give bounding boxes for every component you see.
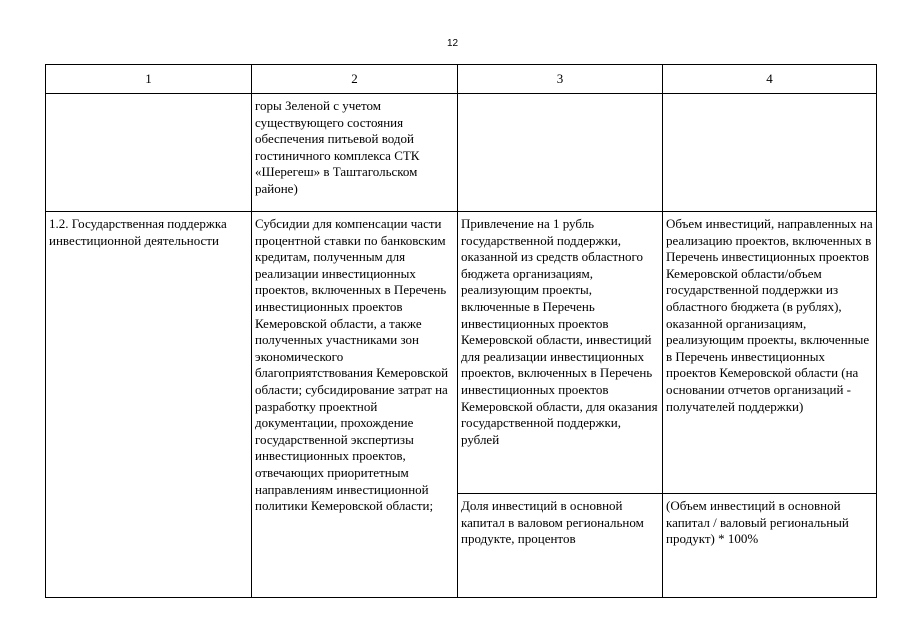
page-number: 12 — [446, 38, 459, 49]
cell-indicator-1-formula: Объем инвестиций, направленных на реализацию проектов, включенных в Перечень инвестиционных проектов Кемеровской области/объем государственной поддержки из областного бюджета (в рублях), оказанной организациям, реализующим проекты, включенные в Перечень инвестиционных проектов Кемеровской области (на основании отчетов организаций - получателей поддержки) — [663, 212, 877, 494]
column-header-2: 2 — [252, 65, 458, 94]
cell-continuation-col4 — [663, 94, 877, 212]
cell-indicator-1-name: Привлечение на 1 рубль государственной поддержки, оказанной из средств областного бюджета организациям, реализующим проекты, включенные в Перечень инвестиционных проектов Кемеровской области, инвестиций для реализации инвестиционных проектов, включенных в Перечень инвестиционных проектов Кемеровской области, для оказания государственной поддержки, рублей — [458, 212, 663, 494]
column-header-1: 1 — [46, 65, 252, 94]
table-header-row — [46, 65, 877, 94]
table-row-section-1-2 — [46, 212, 877, 494]
cell-indicator-2-name: Доля инвестиций в основной капитал в валовом региональном продукте, процентов — [458, 494, 663, 598]
column-header-4: 4 — [663, 65, 877, 94]
cell-section-measures: Субсидии для компенсации части процентной ставки по банковским кредитам, полученным для реализации инвестиционных проектов, включенных в Перечень инвестиционных проектов Кемеровской области, а также полученных участниками зон экономического благоприятствования Кемеровской области; субсидирование затрат на разработку проектной документации, прохождение государственной экспертизы инвестиционных проектов, отвечающих приоритетным направлениям инвестиционной политики Кемеровской области; — [252, 212, 458, 598]
column-header-3: 3 — [458, 65, 663, 94]
cell-continuation-col2: горы Зеленой с учетом существующего состояния обеспечения питьевой водой гостиничного комплекса СТК «Шерегеш» в Таштагольском районе) — [252, 94, 458, 212]
cell-continuation-col3 — [458, 94, 663, 212]
cell-indicator-2-formula: (Объем инвестиций в основной капитал / валовый региональный продукт) * 100% — [663, 494, 877, 598]
cell-section-title: 1.2. Государственная поддержка инвестиционной деятельности — [46, 212, 252, 598]
cell-continuation-col1 — [46, 94, 252, 212]
program-table — [45, 64, 877, 598]
table-row-continuation — [46, 94, 877, 212]
